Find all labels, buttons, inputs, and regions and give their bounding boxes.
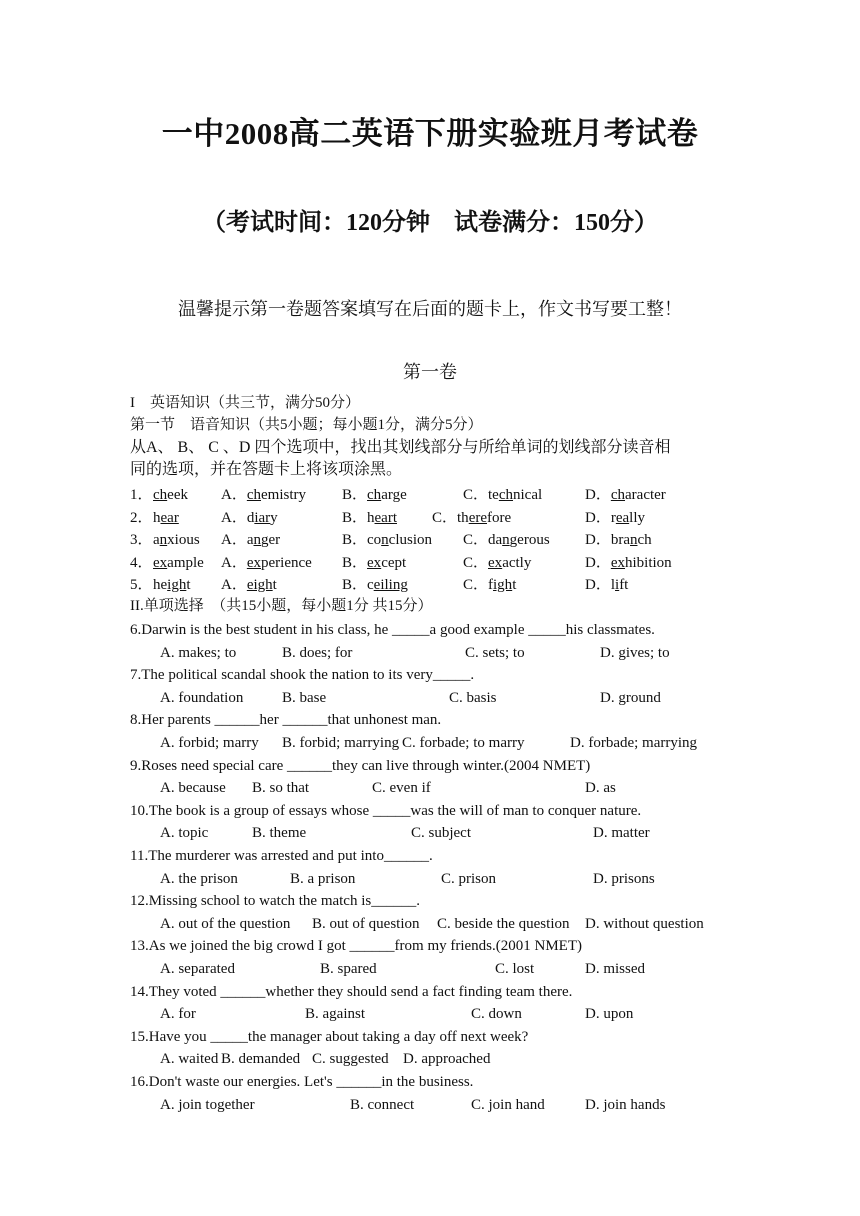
exam-tip: 温馨提示第一卷题答案填写在后面的题卡上，作文书写要工整！ [178,299,682,319]
question-option: C. even if [372,780,431,797]
question-option: A. the prison [160,870,238,887]
question-stem: 11.The murderer was arrested and put into______. [130,848,433,864]
question-option: B. connect [350,1096,415,1113]
phonetics-option: A．chemistry [221,487,307,503]
section1-instruction-2: 同的选项，并在答题卡上将该项涂黑。 [130,461,403,478]
question-option: B. base [282,689,327,706]
question-option: A. waited [160,1051,219,1068]
question-option: A. forbid; marry [160,734,259,751]
question-stem: 12.Missing school to watch the match is______. [130,893,420,910]
question-stem: 9.Roses need special care ______they can live through winter.(2004 NMET) [130,757,591,774]
question-option: D. as [585,780,616,797]
question-option: A. join together [160,1096,255,1113]
question-option: B. theme [252,825,307,842]
phonetics-option: A．eight [221,577,277,593]
phonetics-option: D．lift [585,577,629,593]
question-option: B. does; for [282,644,353,661]
question-stem: 15.Have you _____the manager about taking a day off next week? [130,1028,529,1045]
question-option: B. so that [252,780,310,797]
question-option: D. forbade; marrying [570,734,698,751]
question-option: D. ground [600,689,661,706]
question-option: C. suggested [312,1051,389,1068]
question-option: C. basis [449,689,497,706]
question-option: A. makes; to [160,644,237,661]
question-stem: 7.The political scandal shook the nation to its very_____. [130,667,475,684]
section1-subheading: 第一节 语音知识（共5小题；每小题1分，满分5分） [130,417,483,433]
question-option: B. spared [320,960,377,977]
question-option: D. missed [585,960,645,977]
question-option: C. forbade; to marry [402,734,525,751]
question-option: D. without question [585,915,704,932]
question-option: A. for [160,1006,196,1023]
phonetics-number: 1． [130,487,153,503]
section1-heading: I 英语知识（共三节，满分50分） [130,395,360,411]
question-option: C. sets; to [465,644,525,661]
question-option: C. prison [441,870,497,887]
phonetics-option: C．exactly [463,554,532,571]
phonetics-number: 4． [130,554,153,571]
exam-title: 一中2008高二英语下册实验班月考试卷 [161,116,699,151]
question-option: C. join hand [471,1096,545,1113]
question-option: D. matter [593,825,650,842]
exam-subtitle: （考试时间：120分钟 试卷满分：150分） [202,210,658,236]
section2-heading: II.单项选择 （共15小题，每小题1分 共15分） [130,598,433,614]
question-option: A. topic [160,825,209,842]
question-stem: 14.They voted ______whether they should send a fact finding team there. [130,983,573,1000]
phonetics-option: C．technical [463,487,543,503]
phonetics-option: D．character [585,487,666,503]
question-option: D. join hands [585,1096,666,1113]
phonetics-word: height [153,577,191,593]
phonetics-option: A．experience [221,554,312,571]
phonetics-word: cheek [153,487,188,503]
phonetics-option: B．except [342,554,407,571]
question-option: B. against [305,1006,365,1023]
phonetics-number: 2． [130,509,153,526]
question-option: A. because [160,780,226,797]
phonetics-option: B．ceiling [342,577,408,593]
phonetics-option: A．anger [221,532,281,548]
question-option: B. demanded [221,1051,301,1068]
phonetics-number: 5． [130,577,153,593]
phonetics-option: C．fight [463,577,517,593]
question-option: A. out of the question [160,915,291,932]
phonetics-option: B．heart [342,509,397,526]
section1-instruction-1: 从A、 B、 C 、D 四个选项中，找出其划线部分与所给单词的划线部分读音相 [130,439,671,456]
question-option: D. approached [403,1051,491,1068]
phonetics-option: A．diary [221,509,278,526]
question-option: C. subject [411,825,471,842]
question-stem: 8.Her parents ______her ______that unhonest man. [130,712,442,729]
question-option: C. lost [495,960,535,977]
phonetics-word: example [153,554,204,571]
question-option: B. forbid; marrying [282,734,400,751]
question-option: A. foundation [160,689,244,706]
question-option: B. a prison [290,870,356,887]
question-option: D. upon [585,1006,634,1023]
volume-heading: 第一卷 [403,362,457,382]
question-stem: 6.Darwin is the best student in his class, he _____a good example _____his classmates. [130,622,655,638]
phonetics-option: B．charge [342,487,407,503]
phonetics-option: C．therefore [432,509,512,526]
phonetics-option: C．dangerous [463,532,550,548]
question-stem: 10.The book is a group of essays whose _____was the will of man to conquer nature. [130,802,642,819]
phonetics-option: D．exhibition [585,554,672,571]
phonetics-word: hear [153,509,179,526]
phonetics-option: D．really [585,509,645,526]
phonetics-option: D．branch [585,532,652,548]
phonetics-option: B．conclusion [342,532,433,548]
question-stem: 16.Don't waste our energies. Let's ______in the business. [130,1074,474,1090]
question-option: C. down [471,1006,522,1023]
question-stem: 13.As we joined the big crowd I got ______from my friends.(2001 NMET) [130,938,583,955]
phonetics-word: anxious [153,532,200,548]
question-option: C. beside the question [437,915,570,932]
phonetics-number: 3． [130,532,153,548]
question-option: D. prisons [593,870,655,887]
question-option: B. out of question [312,915,420,932]
question-option: D. gives; to [600,644,670,661]
question-option: A. separated [160,960,235,977]
